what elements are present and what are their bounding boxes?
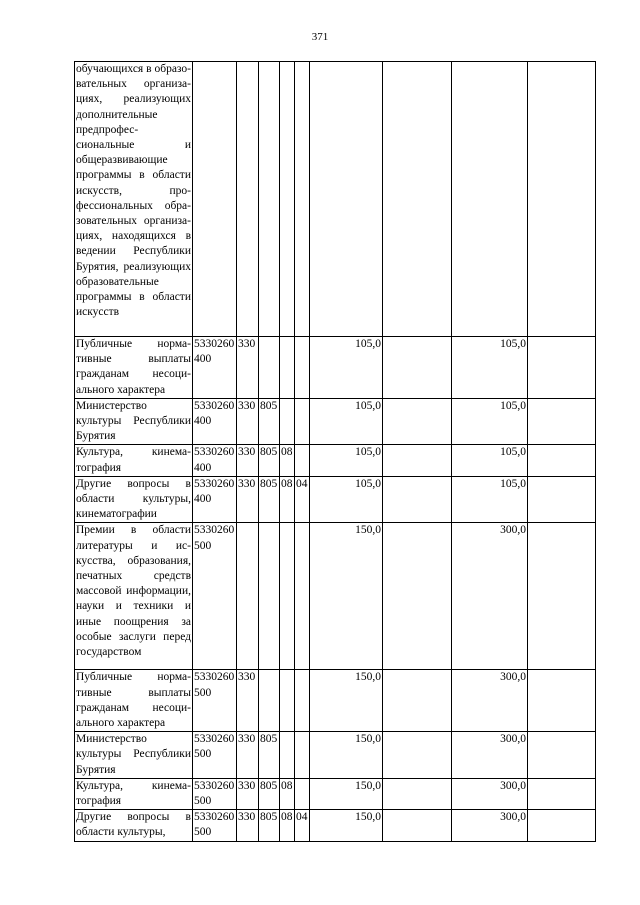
cell-name: Публичные нормативные выплаты гражданам несоциального характера (75, 670, 193, 732)
cell-csr (193, 62, 237, 337)
cell-csr: 5330260400 (193, 445, 237, 476)
cell-sum1: 150,0 (310, 778, 383, 809)
cell-sum4 (528, 670, 596, 732)
cell-sum3: 300,0 (452, 670, 528, 732)
cell-pr (280, 337, 295, 399)
table-row (75, 445, 596, 476)
table-row (75, 398, 596, 445)
table-row (75, 523, 596, 670)
cell-grbs: 330 (237, 337, 259, 399)
cell-grbs: 330 (237, 732, 259, 779)
cell-name: Министерство культуры Республики Бурятия (75, 398, 193, 445)
cell-grbs: 330 (237, 670, 259, 732)
cell-sum2 (383, 778, 452, 809)
cell-rz: 805 (259, 732, 280, 779)
cell-sum4 (528, 523, 596, 670)
cell-sum4 (528, 62, 596, 337)
cell-name: Культура, кинематография (75, 778, 193, 809)
cell-sum3: 300,0 (452, 523, 528, 670)
cell-sum2 (383, 62, 452, 337)
cell-grbs: 330 (237, 476, 259, 523)
cell-vr: 04 (295, 476, 310, 523)
table-row (75, 732, 596, 779)
cell-sum4 (528, 398, 596, 445)
cell-vr (295, 337, 310, 399)
cell-sum3: 105,0 (452, 445, 528, 476)
cell-csr: 5330260500 (193, 778, 237, 809)
cell-csr: 5330260500 (193, 732, 237, 779)
cell-pr: 08 (280, 476, 295, 523)
cell-sum2 (383, 732, 452, 779)
cell-name: Другие вопросы в области культуры, (75, 810, 193, 842)
cell-csr: 5330260500 (193, 523, 237, 670)
cell-rz (259, 670, 280, 732)
cell-sum1: 105,0 (310, 337, 383, 399)
cell-pr (280, 62, 295, 337)
cell-pr: 08 (280, 445, 295, 476)
cell-sum3: 105,0 (452, 337, 528, 399)
cell-pr: 08 (280, 778, 295, 809)
cell-sum2 (383, 398, 452, 445)
page-number: 371 (311, 31, 329, 43)
cell-grbs: 330 (237, 445, 259, 476)
cell-sum1: 150,0 (310, 670, 383, 732)
cell-sum3 (452, 62, 528, 337)
table-body (75, 62, 596, 842)
cell-grbs: 330 (237, 778, 259, 809)
cell-sum2 (383, 337, 452, 399)
table-row (75, 810, 596, 842)
cell-name: Публичные нормативные выплаты гражданам несоциального характера (75, 337, 193, 399)
cell-name: Культура, кинематография (75, 445, 193, 476)
cell-vr (295, 523, 310, 670)
cell-sum2 (383, 476, 452, 523)
cell-csr: 5330260400 (193, 476, 237, 523)
cell-sum1: 105,0 (310, 445, 383, 476)
cell-vr (295, 670, 310, 732)
cell-rz: 805 (259, 445, 280, 476)
cell-rz (259, 62, 280, 337)
cell-sum4 (528, 476, 596, 523)
cell-grbs: 330 (237, 398, 259, 445)
cell-csr: 5330260400 (193, 337, 237, 399)
cell-vr (295, 445, 310, 476)
cell-sum3: 105,0 (452, 476, 528, 523)
table-row (75, 476, 596, 523)
cell-sum1: 150,0 (310, 732, 383, 779)
cell-pr (280, 670, 295, 732)
cell-sum1 (310, 62, 383, 337)
cell-vr: 04 (295, 810, 310, 842)
cell-vr (295, 398, 310, 445)
cell-rz: 805 (259, 476, 280, 523)
cell-rz (259, 523, 280, 670)
cell-sum3: 300,0 (452, 810, 528, 842)
budget-table (74, 61, 596, 842)
cell-grbs (237, 62, 259, 337)
cell-vr (295, 62, 310, 337)
cell-sum1: 105,0 (310, 398, 383, 445)
cell-sum3: 105,0 (452, 398, 528, 445)
cell-pr (280, 523, 295, 670)
cell-name: обучающихся в образовательных организациях, реализующих дополнительные предпрофессиональные и общеразвивающие программы в области искусств, профессиональных образовательных организациях, находящихся в ведении Республики Бурятия, реализующих образовательные программы в области искусств (75, 62, 193, 337)
cell-sum1: 105,0 (310, 476, 383, 523)
table-row (75, 337, 596, 399)
cell-name: Премии в области литературы и искусства, образования, печатных средств массовой информации, науки и техники и иные поощрения за особые заслуги перед государством (75, 523, 193, 670)
cell-rz: 805 (259, 778, 280, 809)
cell-sum2 (383, 523, 452, 670)
cell-sum4 (528, 337, 596, 399)
cell-csr: 5330260500 (193, 810, 237, 842)
cell-sum2 (383, 670, 452, 732)
cell-grbs: 330 (237, 810, 259, 842)
cell-sum3: 300,0 (452, 778, 528, 809)
cell-csr: 5330260400 (193, 398, 237, 445)
cell-sum4 (528, 810, 596, 842)
cell-sum4 (528, 445, 596, 476)
cell-vr (295, 778, 310, 809)
cell-sum1: 150,0 (310, 810, 383, 842)
cell-csr: 5330260500 (193, 670, 237, 732)
cell-pr (280, 398, 295, 445)
cell-pr: 08 (280, 810, 295, 842)
cell-sum4 (528, 732, 596, 779)
table-row (75, 778, 596, 809)
cell-sum2 (383, 810, 452, 842)
cell-rz: 805 (259, 398, 280, 445)
cell-sum4 (528, 778, 596, 809)
table-row (75, 62, 596, 337)
cell-sum2 (383, 445, 452, 476)
cell-sum1: 150,0 (310, 523, 383, 670)
cell-rz: 805 (259, 810, 280, 842)
cell-pr (280, 732, 295, 779)
cell-vr (295, 732, 310, 779)
cell-name: Другие вопросы в области культуры, кинематографии (75, 476, 193, 523)
cell-name: Министерство культуры Республики Бурятия (75, 732, 193, 779)
cell-sum3: 300,0 (452, 732, 528, 779)
cell-grbs (237, 523, 259, 670)
cell-rz (259, 337, 280, 399)
table-row (75, 670, 596, 732)
